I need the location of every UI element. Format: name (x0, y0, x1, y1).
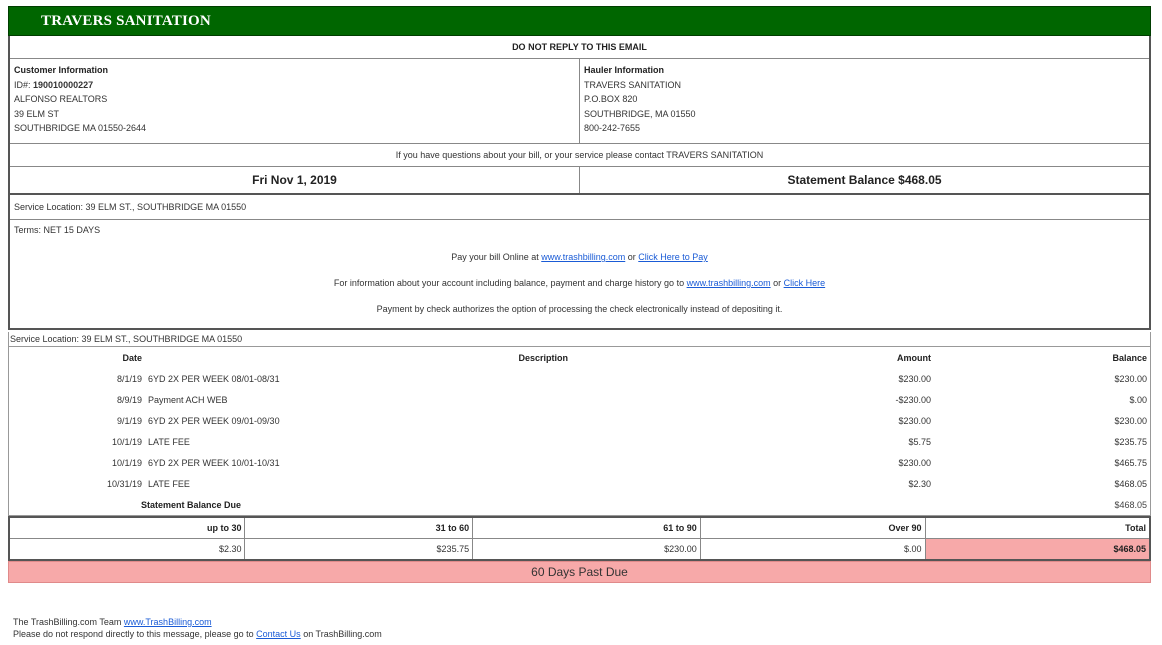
date-header: Date (122, 352, 142, 363)
balance-header: Balance (1112, 352, 1147, 363)
customer-id-value: 190010000227 (33, 79, 94, 90)
description-header: Description (518, 352, 568, 363)
balance-due-label: Statement Balance Due (141, 499, 242, 510)
footer-note-line: Please do not respond directly to this message, please go to Contact Us on TrashBilling.com (13, 629, 382, 639)
brand-name: TRAVERS SANITATION (41, 12, 211, 29)
footer-team-line: The TrashBilling.com Team www.TrashBilling.com (13, 617, 212, 627)
balance-due-row (9, 494, 1151, 516)
click-here-to-pay-link[interactable]: Click Here to Pay (638, 252, 708, 262)
terms-section (10, 220, 1149, 328)
info-section (10, 59, 1149, 144)
pay-online-line: Pay your bill Online at www.trashbilling.com or Click Here to Pay (451, 252, 708, 262)
ledger-table (8, 346, 1151, 516)
hauler-city: SOUTHBRIDGE, MA 01550 (584, 108, 696, 119)
aging-total-value: $468.05 (925, 539, 1150, 561)
table-row: 8/9/19 Payment ACH WEB -$230.00 $.00 (116, 394, 1147, 405)
account-info-line: For information about your account including balance, payment and charge history go to www.trashbilling.com or Click Here (333, 278, 826, 288)
questions-note: If you have questions about your bill, or your service please contact TRAVERS SANITATION (10, 144, 1149, 167)
aging-table (8, 516, 1151, 561)
trashbilling-link[interactable]: www.TrashBilling.com (123, 617, 212, 627)
customer-city: SOUTHBRIDGE MA 01550-2644 (14, 123, 147, 133)
customer-id: ID#: 190010000227 (14, 79, 94, 90)
amount-header: Amount (897, 352, 931, 363)
statement-balance: Statement Balance $468.05 (787, 173, 942, 187)
ledger-header-row (9, 347, 1151, 369)
statement-box (8, 36, 1151, 330)
ledger-service-location: Service Location: 39 ELM ST., SOUTHBRIDGE MA 01550 (8, 332, 1151, 346)
brand-header (8, 6, 1151, 36)
service-location: Service Location: 39 ELM ST., SOUTHBRIDGE MA 01550 (10, 195, 1149, 220)
statement-summary (10, 167, 1149, 195)
hauler-info-header: Hauler Information (584, 65, 665, 75)
account-info-link[interactable]: www.trashbilling.com (686, 278, 771, 288)
click-here-link[interactable]: Click Here (783, 278, 826, 288)
terms-label: Terms: NET 15 DAYS (14, 225, 101, 235)
aging-header-row: up to 30 31 to 60 61 to 90 Over 90 Total (9, 517, 1150, 539)
hauler-phone: 800-242-7655 (584, 123, 641, 133)
hauler-name: TRAVERS SANITATION (584, 79, 682, 90)
table-row: 10/1/19 LATE FEE $5.75 $235.75 (111, 436, 1147, 447)
customer-street: 39 ELM ST (14, 108, 60, 119)
table-row: 10/1/19 6YD 2X PER WEEK 10/01-10/31 $230.00 $465.75 (111, 457, 1147, 468)
pay-online-link[interactable]: www.trashbilling.com (541, 252, 626, 262)
email-footer (13, 616, 382, 640)
statement-date: Fri Nov 1, 2019 (10, 167, 580, 193)
statement-email (8, 6, 1151, 583)
do-not-reply-notice: DO NOT REPLY TO THIS EMAIL (10, 36, 1149, 59)
balance-due-value: $468.05 (1114, 499, 1147, 510)
check-payment-note: Payment by check authorizes the option of processing the check electronically instead of depositing it. (376, 304, 783, 314)
hauler-info (580, 59, 1149, 143)
aging-values-row: $2.30 $235.75 $230.00 $.00 $468.05 (9, 539, 1150, 561)
past-due-banner: 60 Days Past Due (8, 561, 1151, 583)
ledger-section (8, 332, 1151, 583)
hauler-pobox: P.O.BOX 820 (584, 94, 638, 104)
customer-name: ALFONSO REALTORS (14, 94, 108, 104)
customer-info-header: Customer Information (14, 65, 109, 75)
table-row: 10/31/19 LATE FEE $2.30 $468.05 (106, 478, 1147, 489)
table-row: 8/1/19 6YD 2X PER WEEK 08/01-08/31 $230.00 $230.00 (116, 373, 1147, 384)
customer-info (10, 59, 580, 143)
table-row: 9/1/19 6YD 2X PER WEEK 09/01-09/30 $230.00 $230.00 (116, 415, 1147, 426)
contact-us-link[interactable]: Contact Us (256, 629, 301, 639)
